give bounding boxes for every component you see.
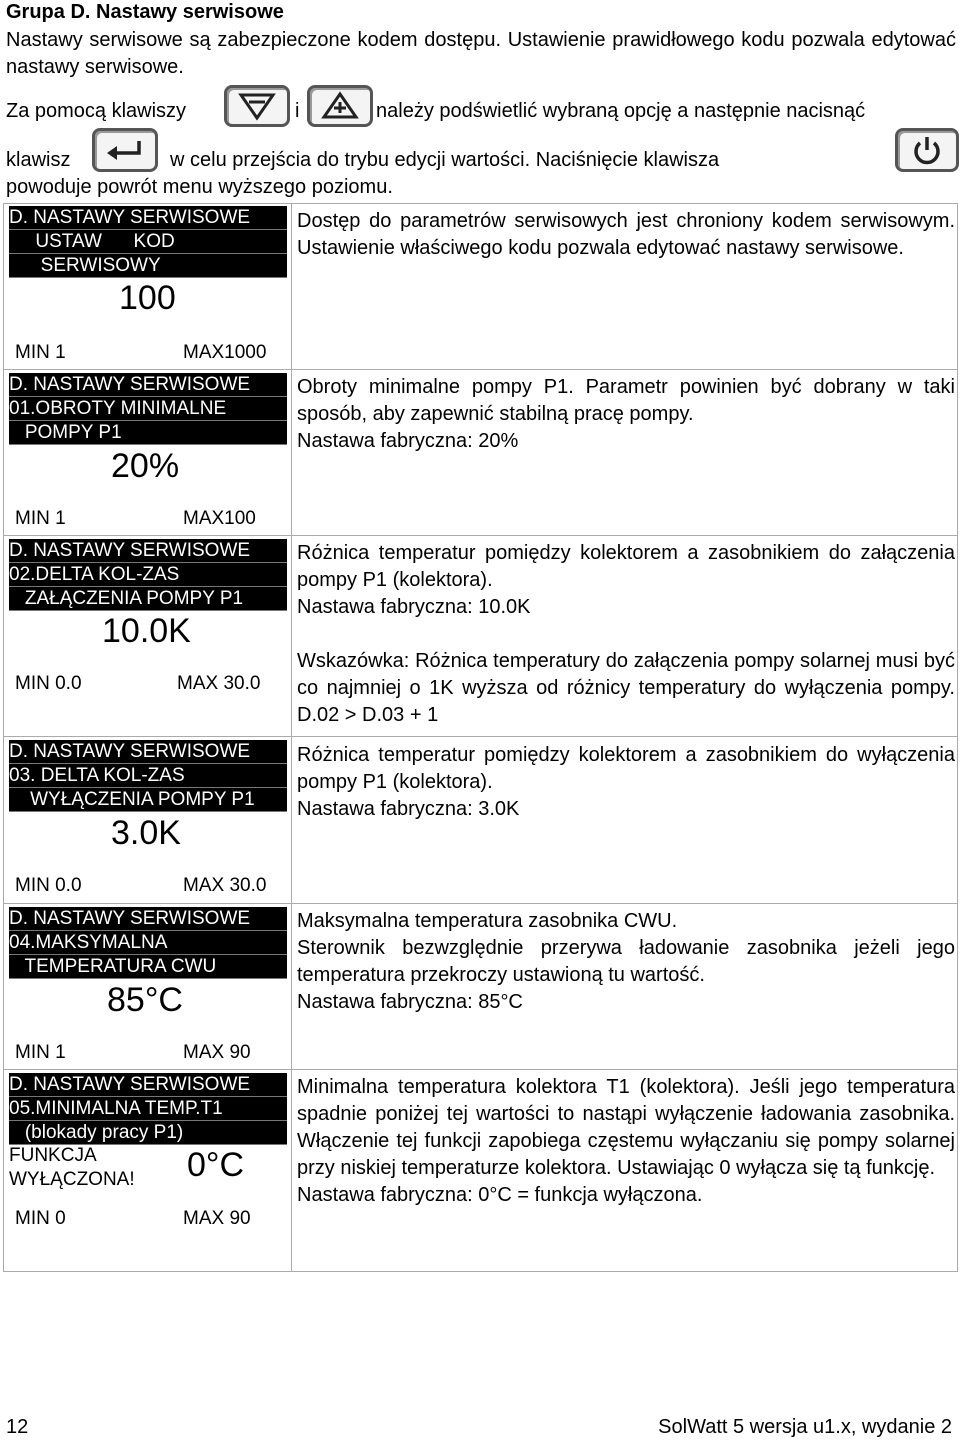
lcd-line: 04.MAKSYMALNA	[9, 931, 287, 955]
lcd-screen-01	[9, 373, 287, 529]
description-text: Dostęp do parametrów serwisowych jest chroniony kodem serwisowym. Ustawienie właściwego kodu pozwala edytować nastawy serwisowe.	[297, 210, 955, 259]
lcd-line: TEMPERATURA CWU	[9, 955, 287, 979]
lcd-max: MAX 90	[183, 1208, 251, 1229]
description-text: Sterownik bezwzględnie przerywa ładowanie zasobnika jeżeli jego temperatura przekroczy ustawioną tu wartość.	[297, 937, 955, 986]
lcd-min: MIN 0.0	[15, 673, 82, 694]
lcd-line: 03. DELTA KOL-ZAS	[9, 764, 287, 788]
lcd-screen-05	[9, 1073, 287, 1229]
description-service-code	[297, 208, 955, 262]
description-01	[297, 374, 955, 455]
row-divider	[4, 369, 957, 370]
factory-setting: Nastawa fabryczna: 85°C	[297, 991, 523, 1013]
lcd-line: D. NASTAWY SERWISOWE	[9, 373, 287, 397]
nav-text-1c: należy podświetlić wybraną opcję a następnie nacisnąć	[376, 100, 866, 122]
lcd-value: 0°C	[187, 1146, 245, 1184]
lcd-line: (blokady pracy P1)	[9, 1121, 287, 1145]
lcd-line: WYŁĄCZENIA POMPY P1	[9, 788, 287, 812]
row-divider	[4, 903, 957, 904]
lcd-value: 3.0K	[111, 814, 181, 852]
lcd-screen-03	[9, 740, 287, 896]
lcd-min: MIN 1	[15, 508, 66, 529]
lcd-line: ZAŁĄCZENIA POMPY P1	[9, 587, 287, 611]
section-heading: Grupa D. Nastawy serwisowe	[6, 1, 284, 23]
lcd-line: D. NASTAWY SERWISOWE	[9, 740, 287, 764]
nav-text-1b: i	[295, 100, 300, 122]
lcd-min: MIN 0	[15, 1208, 66, 1229]
triangle-down-icon	[224, 85, 290, 127]
lcd-status-line: WYŁĄCZONA!	[9, 1169, 135, 1190]
row-divider	[4, 535, 957, 536]
lcd-value: 20%	[111, 447, 180, 485]
factory-setting: Nastawa fabryczna: 10.0K	[297, 596, 531, 618]
intro-text: Nastawy serwisowe są zabezpieczone kodem dostępu. Ustawienie prawidłowego kodu pozwala edytować nastawy serwisowe.	[6, 29, 956, 78]
lcd-line: USTAW KOD	[9, 230, 287, 254]
hint-text: Wskazówka: Różnica temperatury do załączenia pompy solarnej musi być co najmniej o 1K wyższa od różnicy temperatury do wyłączenia pompy. D.02 > D.03 + 1	[297, 650, 955, 726]
lcd-screen-service-code	[9, 206, 287, 363]
lcd-line: SERWISOWY	[9, 254, 287, 278]
lcd-line: POMPY P1	[9, 421, 287, 445]
lcd-line: D. NASTAWY SERWISOWE	[9, 206, 287, 230]
lcd-max: MAX 30.0	[177, 673, 261, 694]
triangle-up-plus-icon	[307, 85, 373, 127]
parameters-table	[3, 203, 958, 1272]
description-04	[297, 908, 955, 1016]
factory-setting: Nastawa fabryczna: 0°C = funkcja wyłączona.	[297, 1184, 703, 1206]
factory-setting: Nastawa fabryczna: 20%	[297, 430, 519, 452]
lcd-line: D. NASTAWY SERWISOWE	[9, 907, 287, 931]
lcd-value: 10.0K	[102, 612, 191, 650]
lcd-line: 05.MINIMALNA TEMP.T1	[9, 1097, 287, 1121]
lcd-line: D. NASTAWY SERWISOWE	[9, 539, 287, 563]
column-divider	[291, 204, 292, 1271]
description-text: Różnica temperatur pomiędzy kolektorem a zasobnikiem do załączenia pompy P1 (kolektora).	[297, 542, 955, 591]
lcd-screen-02	[9, 539, 287, 694]
lcd-line: D. NASTAWY SERWISOWE	[9, 1073, 287, 1097]
page-number: 12	[6, 1416, 29, 1438]
description-text: Różnica temperatur pomiędzy kolektorem a zasobnikiem do wyłączenia pompy P1 (kolektora).	[297, 744, 955, 793]
nav-text-2a: klawisz	[6, 149, 71, 171]
lcd-max: MAX 30.0	[183, 875, 267, 896]
lcd-value: 85°C	[107, 981, 183, 1019]
lcd-screen-04	[9, 907, 287, 1063]
lcd-min: MIN 1	[15, 1042, 66, 1063]
factory-setting: Nastawa fabryczna: 3.0K	[297, 798, 520, 820]
lcd-max: MAX 90	[183, 1042, 251, 1063]
description-02	[297, 540, 955, 729]
lcd-max: MAX1000	[183, 342, 267, 363]
description-text: Maksymalna temperatura zasobnika CWU.	[297, 910, 678, 932]
row-divider	[4, 736, 957, 737]
enter-icon	[92, 128, 158, 172]
description-05	[297, 1074, 955, 1209]
nav-text-2b: w celu przejścia do trybu edycji wartości. Naciśnięcie klawisza	[170, 149, 720, 171]
lcd-value: 100	[119, 279, 176, 317]
row-divider	[4, 1069, 957, 1070]
description-text: Obroty minimalne pompy P1. Parametr powinien być dobrany w taki sposób, aby zapewnić stabilną pracę pompy.	[297, 376, 955, 425]
nav-text-1a: Za pomocą klawiszy	[6, 100, 187, 122]
lcd-line: 01.OBROTY MINIMALNE	[9, 397, 287, 421]
lcd-line: 02.DELTA KOL-ZAS	[9, 563, 287, 587]
nav-text-3: powoduje powrót menu wyższego poziomu.	[6, 176, 393, 198]
description-03	[297, 742, 955, 823]
power-icon	[895, 128, 959, 172]
lcd-min: MIN 1	[15, 342, 66, 363]
document-title: SolWatt 5 wersja u1.x, wydanie 2	[658, 1416, 952, 1438]
lcd-status-line: FUNKCJA	[9, 1145, 97, 1166]
lcd-max: MAX100	[183, 508, 256, 529]
lcd-min: MIN 0.0	[15, 875, 82, 896]
description-text: Minimalna temperatura kolektora T1 (kolektora). Jeśli jego temperatura spadnie poniżej tej wartości to nastąpi wyłączenie ładowania zasobnika. Włączenie tej funkcji zapobiega częstemu wyłączaniu się pompy solarnej przy niskiej temperaturze kolektora. Ustawiając 0 wyłącza się tą funkcję.	[297, 1076, 955, 1179]
